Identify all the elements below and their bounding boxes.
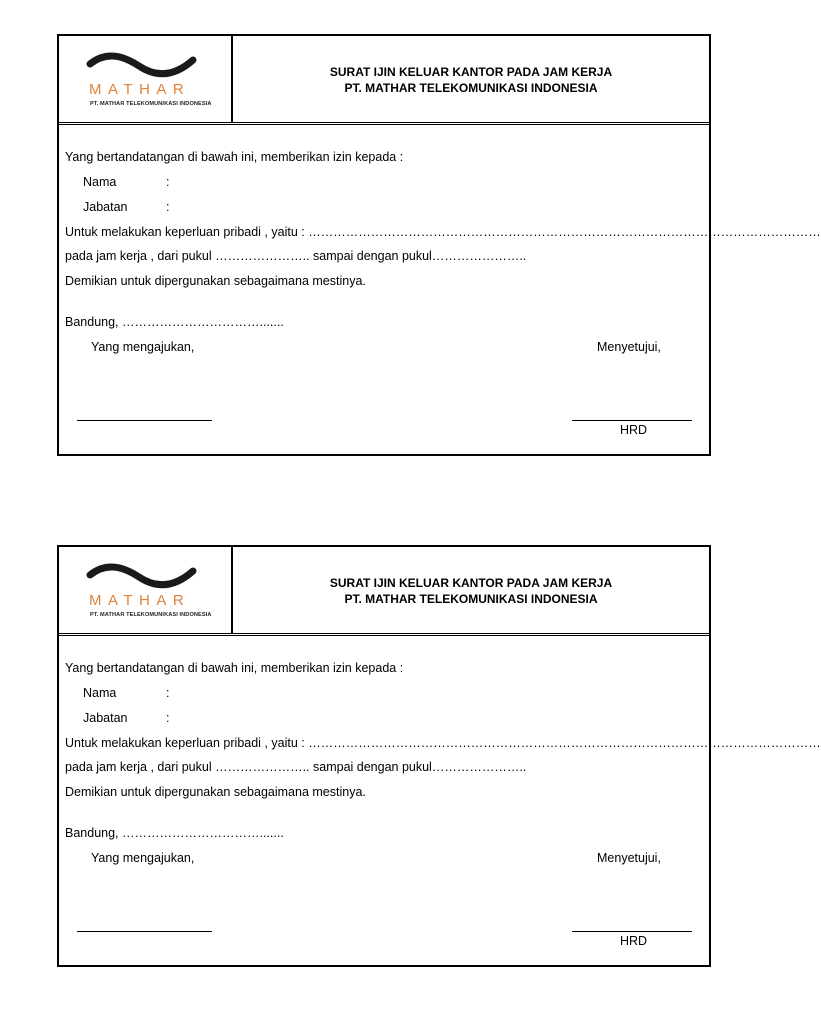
logo-subtitle: PT. MATHAR TELEKOMUNIKASI INDONESIA bbox=[90, 612, 212, 618]
wave-logo-icon bbox=[87, 50, 197, 80]
wave-logo-icon bbox=[87, 561, 197, 591]
place-date: Bandung, ……………………………....... bbox=[65, 315, 284, 329]
approver-label: Menyetujui, bbox=[597, 851, 661, 865]
hrd-label: HRD bbox=[620, 934, 648, 948]
intro-text: Yang bertandatangan di bawah ini, memberikan izin kepada : bbox=[65, 150, 404, 164]
nama-colon: : bbox=[166, 175, 170, 189]
keperluan-line: Untuk melakukan keperluan pribadi , yaitu : …………………………………………………………………………………………………………… bbox=[65, 736, 821, 750]
applicant-label: Yang mengajukan, bbox=[91, 340, 195, 354]
jam-kerja-line: pada jam kerja , dari pukul ………………….. sampai dengan pukul………………….. bbox=[65, 760, 527, 774]
logo-wordmark: MATHAR bbox=[89, 592, 191, 609]
nama-label: Nama bbox=[83, 175, 117, 189]
intro-text: Yang bertandatangan di bawah ini, memberikan izin kepada : bbox=[65, 661, 404, 675]
nama-colon: : bbox=[166, 686, 170, 700]
company-logo bbox=[81, 557, 211, 627]
applicant-signature-line bbox=[77, 931, 212, 932]
logo-wordmark: MATHAR bbox=[89, 81, 191, 98]
form-title: SURAT IJIN KELUAR KANTOR PADA JAM KERJA bbox=[329, 65, 613, 79]
jabatan-label: Jabatan bbox=[83, 711, 128, 725]
applicant-label: Yang mengajukan, bbox=[91, 851, 195, 865]
form-title: SURAT IJIN KELUAR KANTOR PADA JAM KERJA bbox=[329, 576, 613, 590]
header-rule bbox=[59, 122, 709, 125]
jabatan-colon: : bbox=[166, 711, 170, 725]
applicant-signature-line bbox=[77, 420, 212, 421]
approver-signature-line bbox=[572, 931, 692, 932]
header-rule bbox=[59, 633, 709, 636]
keperluan-line: Untuk melakukan keperluan pribadi , yaitu : …………………………………………………………………………………………………………… bbox=[65, 225, 821, 239]
jam-kerja-line: pada jam kerja , dari pukul ………………….. sampai dengan pukul………………….. bbox=[65, 249, 527, 263]
header-divider bbox=[231, 36, 233, 123]
header-divider bbox=[231, 547, 233, 634]
jabatan-colon: : bbox=[166, 200, 170, 214]
company-name: PT. MATHAR TELEKOMUNIKASI INDONESIA bbox=[344, 81, 598, 95]
place-date: Bandung, ……………………………....... bbox=[65, 826, 284, 840]
company-logo bbox=[81, 46, 211, 116]
logo-subtitle: PT. MATHAR TELEKOMUNIKASI INDONESIA bbox=[90, 101, 212, 107]
company-name: PT. MATHAR TELEKOMUNIKASI INDONESIA bbox=[344, 592, 598, 606]
jabatan-label: Jabatan bbox=[83, 200, 128, 214]
nama-label: Nama bbox=[83, 686, 117, 700]
approver-label: Menyetujui, bbox=[597, 340, 661, 354]
approver-signature-line bbox=[572, 420, 692, 421]
permit-form-2 bbox=[57, 545, 821, 967]
closing-text: Demikian untuk dipergunakan sebagaimana mestinya. bbox=[65, 274, 366, 288]
closing-text: Demikian untuk dipergunakan sebagaimana mestinya. bbox=[65, 785, 366, 799]
permit-form-1 bbox=[57, 34, 821, 456]
hrd-label: HRD bbox=[620, 423, 648, 437]
